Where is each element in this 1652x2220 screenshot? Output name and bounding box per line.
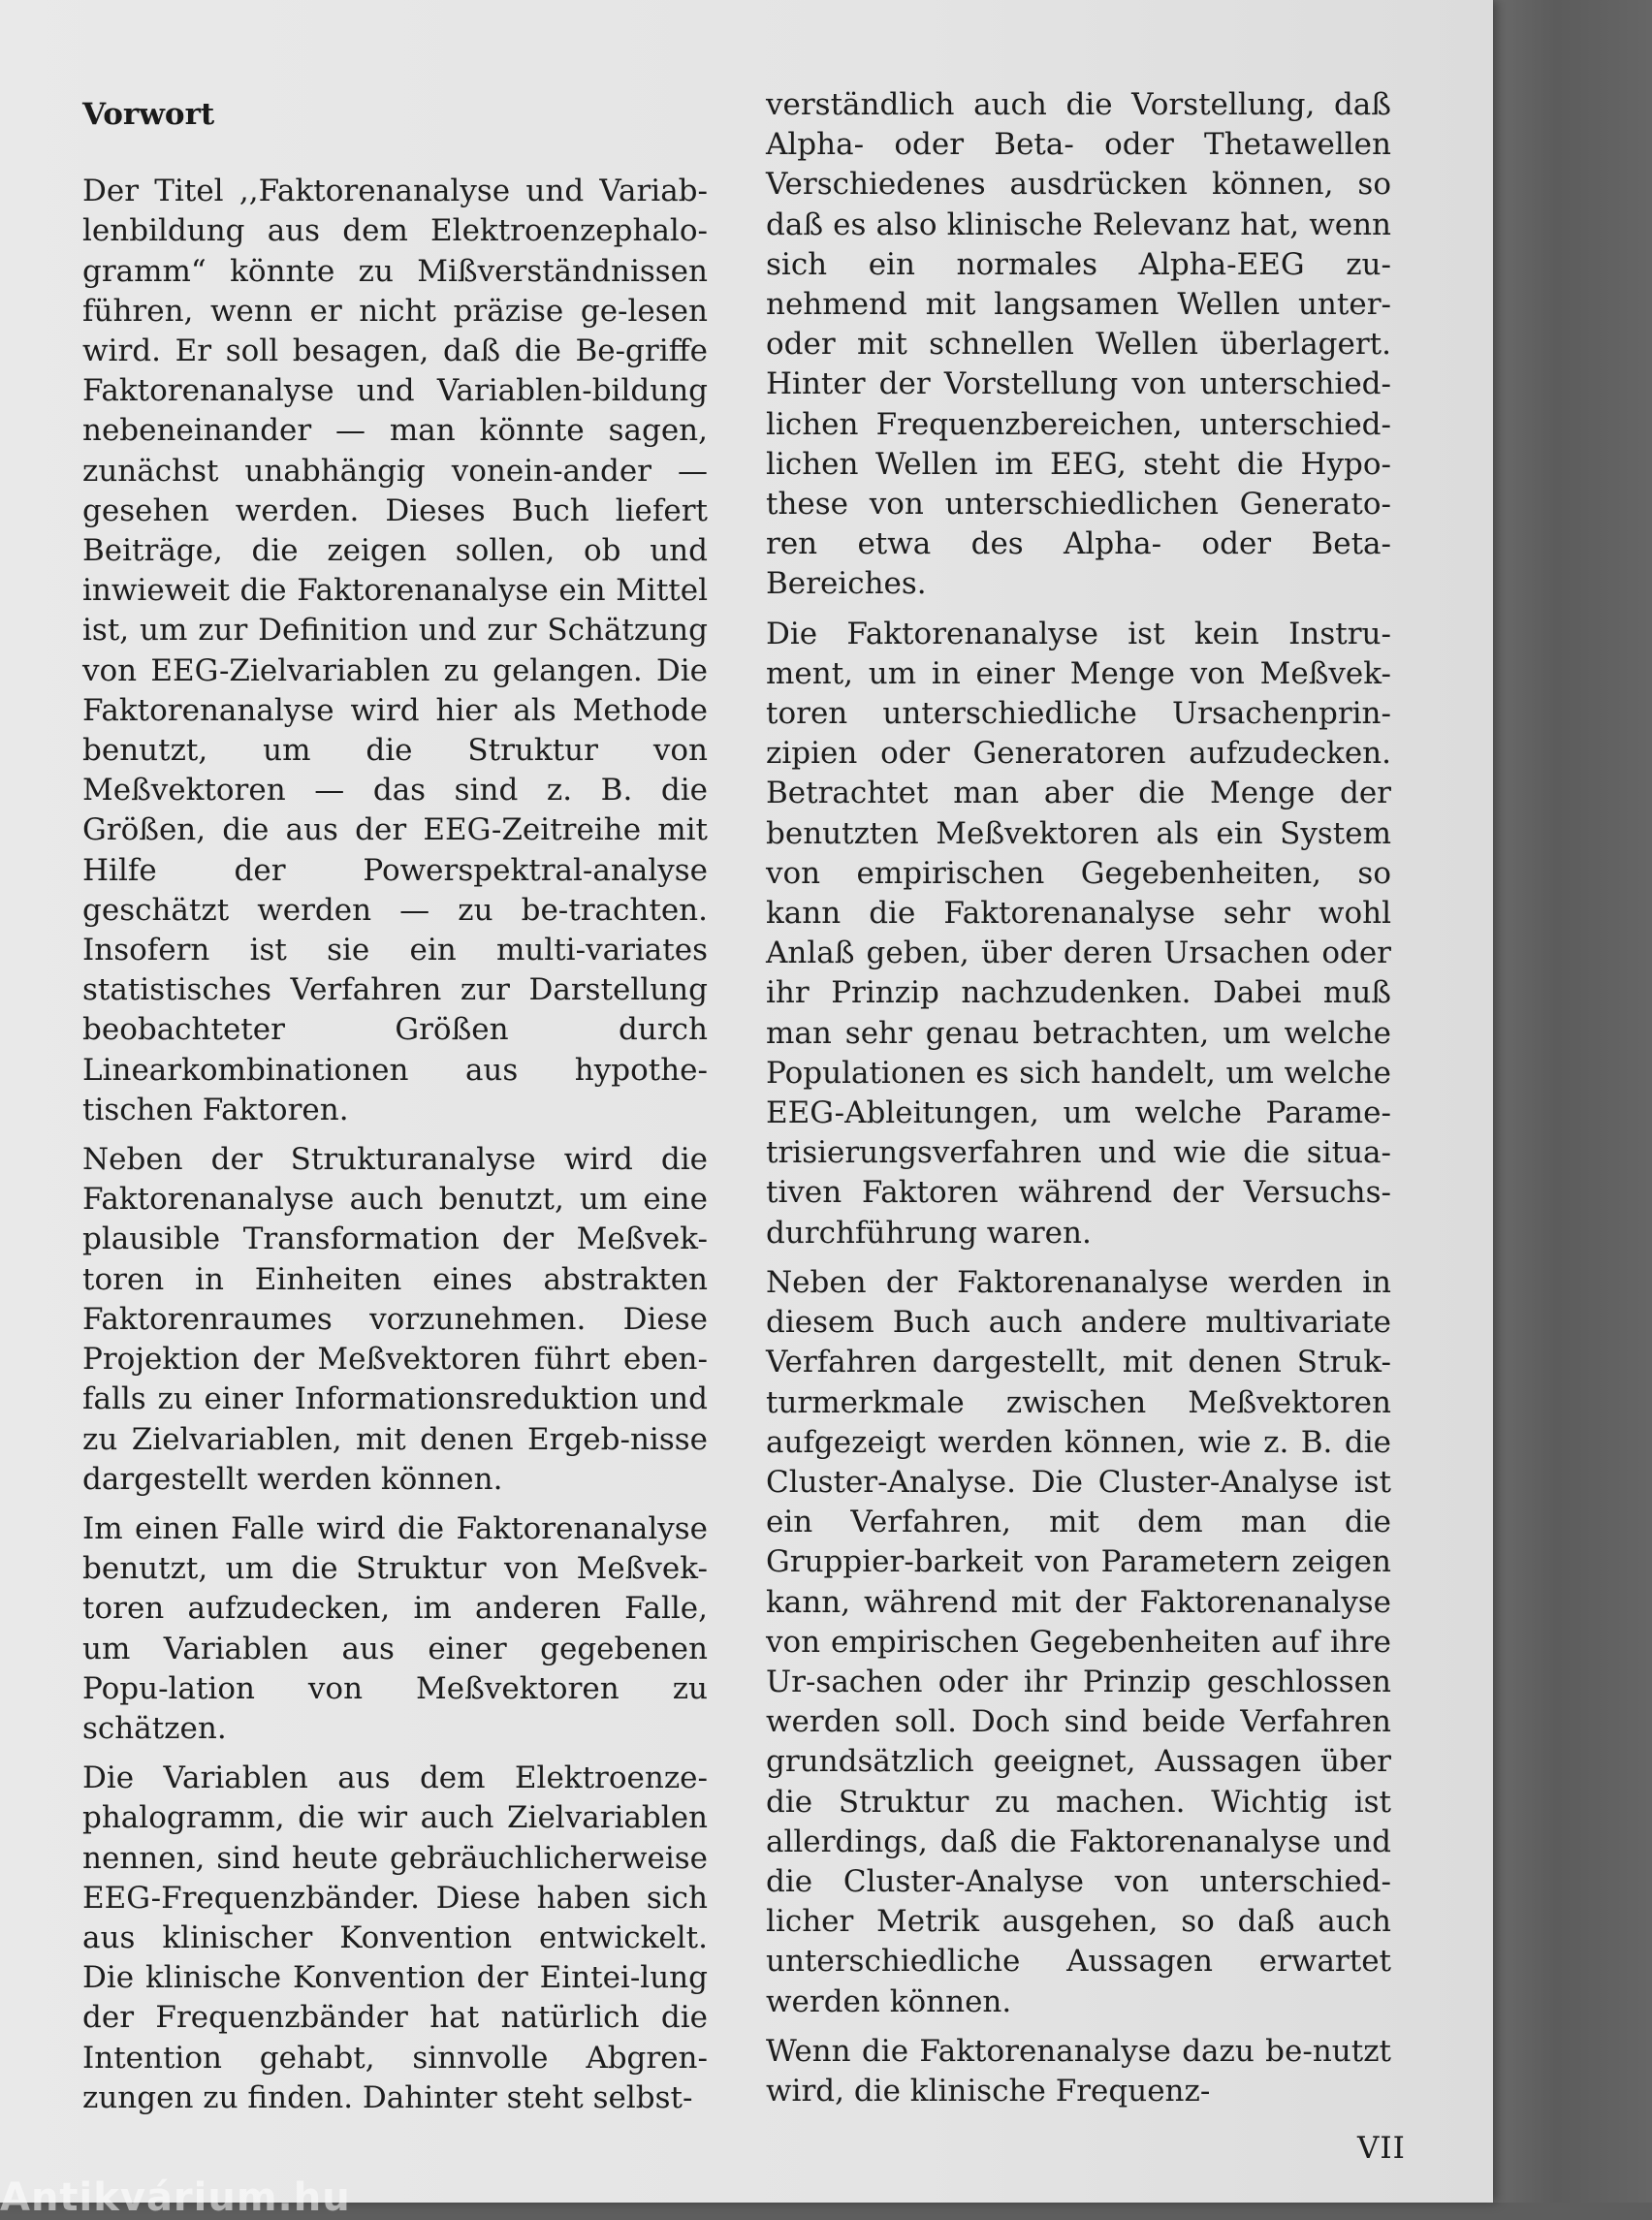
paragraph: Die Variablen aus dem Elektroenze-phalogramm, die wir auch Zielvariablen nennen, sind heute gebräuchlicherweise EEG-Frequenzbänder. Diese haben sich aus klinischer Konvention entwickelt. Die klinische Konvention der Eintei-lung der Frequenzbänder hat natürlich die Intention gehabt, sinnvolle Abgren-zungen zu finden. Dahinter steht selbst- bbox=[82, 1760, 708, 2115]
paragraph: Der Titel ,,Faktorenanalyse und Variab-lenbildung aus dem Elektroenzephalo-gramm“ könnte zu Mißverständnissen führen, wenn er nicht präzise ge-lesen wird. Er soll besagen, daß die Be-griffe Faktorenanalyse und Variablen-bildung nebeneinander — man könnte sagen, zunächst unabhängig vonein-ander — gesehen werden. Dieses Buch liefert Beiträge, die zeigen sollen, ob und inwieweit die Faktorenanalyse ein Mittel ist, um zur Definition und zur Schätzung von EEG-Zielvariablen zu gelangen. Die Faktorenanalyse wird hier als Methode benutzt, um die Struktur von Meßvektoren — das sind z. B. die Größen, die aus der EEG-Zeitreihe mit Hilfe der Powerspektral-analyse geschätzt werden — zu be-trachten. Insofern ist sie ein multi-variates statistisches Verfahren zur Darstellung beobachteter Größen durch Linearkombinationen aus hypothe-tischen Faktoren. bbox=[82, 174, 708, 1127]
paragraph: verständlich auch die Vorstellung, daß Alpha- oder Beta- oder Thetawellen Verschiedenes ausdrücken können, so daß es also klinische Relevanz hat, wenn sich ein normales Alpha-EEG zu-nehmend mit langsamen Wellen unter-oder mit schnellen Wellen überlagert. Hinter der Vorstellung von unterschied-lichen Frequenzbereichen, unterschied-lichen Wellen im EEG, steht die Hypo-these von unterschiedlichen Generato-ren etwa des Alpha- oder Beta-Bereiches. bbox=[766, 87, 1391, 602]
paragraph: Im einen Falle wird die Faktorenanalyse benutzt, um die Struktur von Meßvek-toren aufzudecken, im anderen Falle, um Variablen aus einer gegebenen Popu-lation von Meßvektoren zu schätzen. bbox=[82, 1510, 708, 1746]
right-column bbox=[766, 85, 1391, 2121]
paragraph: Wenn die Faktorenanalyse dazu be-nutzt wird, die klinische Frequenz- bbox=[766, 2033, 1391, 2109]
background-surface bbox=[1492, 0, 1652, 2203]
page-number: VII bbox=[1357, 2131, 1406, 2166]
watermark: Antikvárium.hu bbox=[0, 2175, 351, 2220]
page-heading: Vorwort bbox=[82, 97, 215, 132]
paragraph: Neben der Faktorenanalyse werden in diesem Buch auch andere multivariate Verfahren dargestellt, mit denen Struk-turmerkmale zwischen Meßvektoren aufgezeigt werden können, wie z. B. die Cluster-Analyse. Die Cluster-Analyse ist ein Verfahren, mit dem man die Gruppier-barkeit von Parametern zeigen kann, während mit der Faktorenanalyse von empirischen Gegebenheiten auf ihre Ur-sachen oder ihr Prinzip geschlossen werden soll. Doch sind beide Verfahren grundsätzlich geeignet, Aussagen über die Struktur zu machen. Wichtig ist allerdings, daß die Faktorenanalyse und die Cluster-Analyse von unterschied-licher Metrik ausgehen, so daß auch unterschiedliche Aussagen erwartet werden können. bbox=[766, 1264, 1391, 2019]
paragraph: Die Faktorenanalyse ist kein Instru-ment, um in einer Menge von Meßvek-toren unterschiedliche Ursachenprin-zipien oder Generatoren aufzudecken. Betrachtet man aber die Menge der benutzten Meßvektoren als ein System von empirischen Gegebenheiten, so kann die Faktorenanalyse sehr wohl Anlaß geben, über deren Ursachen oder ihr Prinzip nachzudenken. Dabei muß man sehr genau betrachten, um welche Populationen es sich handelt, um welche EEG-Ableitungen, um welche Parame-trisierungsverfahren und wie die situa-tiven Faktoren während der Versuchs-durchführung waren. bbox=[766, 616, 1391, 1251]
left-column bbox=[82, 79, 708, 2128]
paragraph: Neben der Strukturanalyse wird die Faktorenanalyse auch benutzt, um eine plausible Transformation der Meßvek-toren in Einheiten eines abstrakten Faktorenraumes vorzunehmen. Diese Projektion der Meßvektoren führt eben-falls zu einer Informationsreduktion und zu Zielvariablen, mit denen Ergeb-nisse dargestellt werden können. bbox=[82, 1142, 708, 1497]
